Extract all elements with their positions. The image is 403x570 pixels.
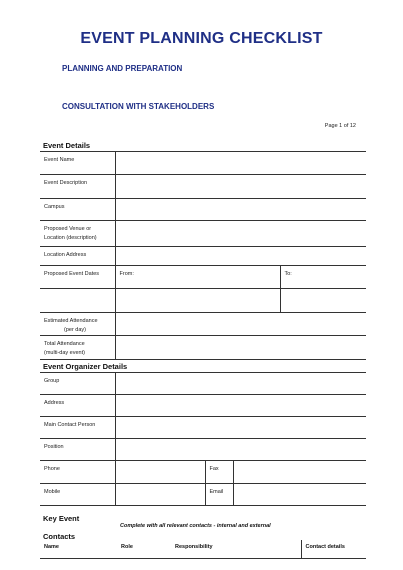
contacts-col-role: Role <box>117 540 171 559</box>
label-attendance-line2: (per day) <box>64 327 87 333</box>
email-field[interactable] <box>233 484 366 506</box>
event-details-heading: Event Details <box>43 141 91 150</box>
event-name-field[interactable] <box>115 152 366 175</box>
group-field[interactable] <box>115 373 366 395</box>
contacts-table <box>40 540 366 559</box>
label-total-line2: (multi-day event) <box>44 350 85 356</box>
label-venue-line1: Proposed Venue or <box>44 226 92 232</box>
section-subtitle-consultation: CONSULTATION WITH STAKEHOLDERS <box>62 102 215 111</box>
total-attendance-field[interactable] <box>115 336 366 360</box>
label-address: Address <box>40 395 115 417</box>
label-total-attendance <box>40 336 115 360</box>
label-venue-line2: Location (description) <box>44 235 97 241</box>
campus-field[interactable] <box>115 199 366 221</box>
label-event-description: Event Description <box>40 175 115 199</box>
label-main-contact: Main Contact Person <box>40 417 115 439</box>
label-email: Email <box>205 484 233 506</box>
to-date-field-2[interactable] <box>280 289 366 313</box>
organizer-heading: Event Organizer Details <box>43 362 128 371</box>
event-description-field[interactable] <box>115 175 366 199</box>
contacts-col-contact-details: Contact details <box>301 540 366 559</box>
key-event-heading: Key Event <box>43 514 80 523</box>
label-attendance-line1: Estimated Attendance <box>44 318 98 324</box>
mobile-field[interactable] <box>115 484 205 506</box>
to-label: To: <box>284 271 292 277</box>
label-group: Group <box>40 373 115 395</box>
label-phone: Phone <box>40 461 115 484</box>
organizer-table <box>40 372 366 506</box>
from-label: From: <box>119 271 134 277</box>
to-date-field[interactable] <box>280 266 366 289</box>
from-date-field[interactable] <box>115 266 280 289</box>
label-estimated-attendance <box>40 313 115 336</box>
from-date-field-2[interactable] <box>115 289 280 313</box>
page-number: Page 1 of 12 <box>324 123 356 129</box>
location-address-field[interactable] <box>115 247 366 266</box>
label-fax: Fax <box>205 461 233 484</box>
estimated-attendance-field[interactable] <box>115 313 366 336</box>
label-total-line1: Total Attendance <box>44 341 85 347</box>
document-title: EVENT PLANNING CHECKLIST <box>80 30 323 47</box>
label-campus: Campus <box>40 199 115 221</box>
venue-field[interactable] <box>115 221 366 247</box>
position-field[interactable] <box>115 439 366 461</box>
label-position: Position <box>40 439 115 461</box>
label-event-dates: Proposed Event Dates <box>40 266 115 289</box>
event-details-table <box>40 151 366 360</box>
contacts-heading: Contacts <box>43 532 76 541</box>
label-location-address: Location Address <box>40 247 115 266</box>
blank-label-cell <box>40 289 115 313</box>
section-subtitle-planning: PLANNING AND PREPARATION <box>62 64 183 73</box>
fax-field[interactable] <box>233 461 366 484</box>
main-contact-field[interactable] <box>115 417 366 439</box>
contacts-col-name: Name <box>40 540 117 559</box>
label-mobile: Mobile <box>40 484 115 506</box>
label-event-name: Event Name <box>40 152 115 175</box>
contacts-col-responsibility: Responsibility <box>171 540 301 559</box>
key-event-note: Complete with all relevant contacts - internal and external <box>120 523 271 529</box>
address-field[interactable] <box>115 395 366 417</box>
phone-field[interactable] <box>115 461 205 484</box>
label-venue <box>40 221 115 247</box>
